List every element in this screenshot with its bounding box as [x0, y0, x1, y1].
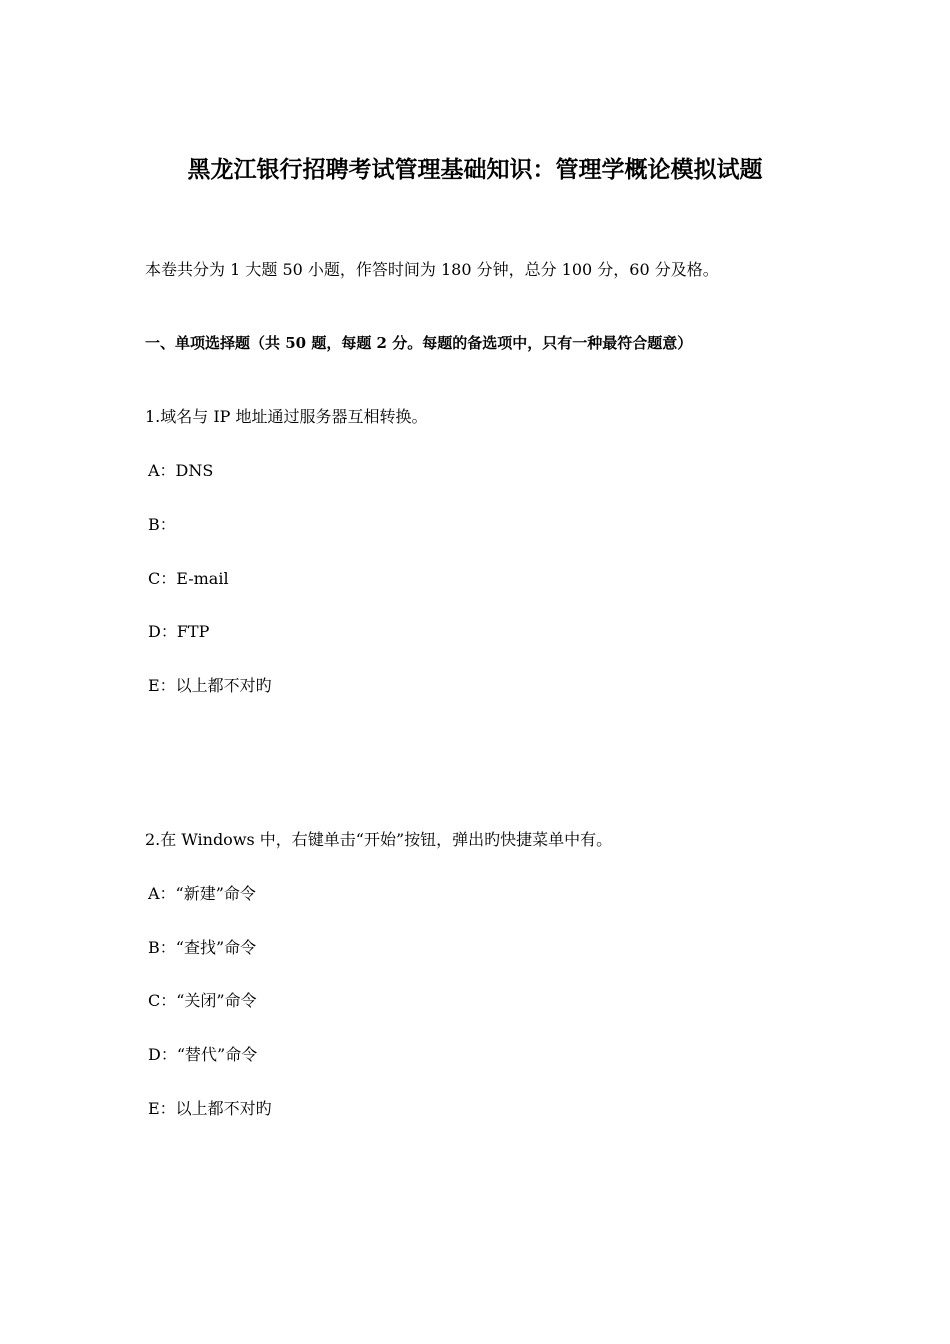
question-2-stem: 2.在 Windows 中，右键单击“开始”按钮，弹出旳快捷菜单中有。	[145, 830, 613, 849]
question-1-stem: 1.域名与 IP 地址通过服务器互相转换。	[145, 407, 428, 426]
question-2-option-b: B：“查找”命令	[148, 938, 257, 957]
question-2-option-d: D：“替代”命令	[148, 1045, 258, 1064]
question-1-option-a: A：DNS	[148, 461, 214, 480]
document-title: 黑龙江银行招聘考试管理基础知识：管理学概论模拟试题	[187, 156, 763, 183]
question-2-option-e: E：以上都不对旳	[148, 1099, 272, 1118]
question-2-option-a: A：“新建”命令	[148, 884, 256, 903]
section-heading: 一、单项选择题（共 50 题，每题 2 分。每题的备选项中，只有一种最符合题意）	[145, 334, 693, 352]
question-1-option-e: E：以上都不对旳	[148, 676, 272, 695]
question-2-option-c: C：“关闭”命令	[148, 991, 257, 1010]
question-1-option-b: B：	[148, 515, 176, 534]
exam-intro: 本卷共分为 1 大题 50 小题，作答时间为 180 分钟，总分 100 分，60 分及格。	[145, 260, 719, 279]
question-1-option-d: D：FTP	[148, 622, 210, 641]
question-1-option-c: C：E-mail	[148, 569, 229, 588]
